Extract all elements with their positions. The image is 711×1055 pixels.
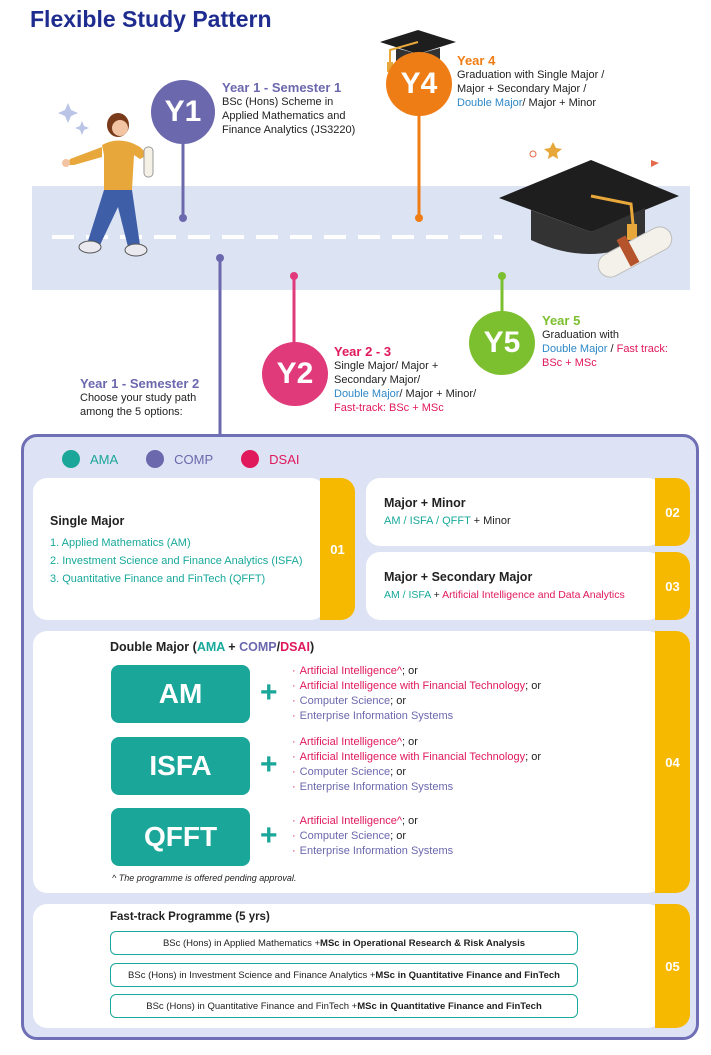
approval-note: ^ The programme is offered pending approval. — [112, 873, 297, 883]
y1-line: Applied Mathematics and — [222, 110, 346, 122]
y2-fast-track: Fast-track: BSc + MSc — [334, 402, 444, 414]
y5-separator: / — [607, 343, 617, 355]
option-03-majors: AM / ISFA — [384, 589, 431, 601]
y5-line: Graduation with — [542, 329, 620, 341]
legend-comp-label: COMP — [174, 451, 214, 467]
option-03-secondary: Artificial Intelligence and Data Analytics — [442, 589, 625, 601]
y2-line: / Major + Minor/ — [399, 388, 477, 400]
option-suffix: ; or — [390, 695, 407, 707]
option-03-content — [384, 570, 659, 601]
plus-icon: + — [260, 819, 278, 852]
page-title: Flexible Study Pattern — [30, 6, 272, 32]
option-01-number: 01 — [320, 478, 355, 620]
option-04-heading-ama: AMA — [196, 640, 225, 654]
option-suffix: ; or — [390, 830, 407, 842]
option-04-heading-comp: COMP — [239, 640, 277, 654]
legend-comp-dot — [146, 450, 164, 468]
y4-badge: Y4 — [386, 52, 452, 116]
isfa-options: · Artificial Intelligence^; or · Artificial Intelligence with Financial Technology; or · Computer Science; or · Enterprise Information Systems — [292, 736, 541, 793]
legend-dsai-dot — [241, 450, 259, 468]
option-item: Computer Science — [299, 830, 391, 842]
option-suffix: ; or — [525, 680, 541, 692]
option-suffix: ; or — [402, 665, 418, 677]
fast-track-row — [110, 963, 578, 987]
option-05-heading: Fast-track Programme (5 yrs) — [110, 911, 270, 923]
option-suffix: ; or — [402, 815, 418, 827]
option-03-heading: Major + Secondary Major — [384, 570, 533, 584]
double-major-qfft: QFFT — [111, 808, 250, 866]
option-02-content — [384, 496, 654, 527]
option-item: Artificial Intelligence with Financial Technology — [299, 680, 526, 692]
option-02-minor: + Minor — [470, 515, 511, 527]
option-01-item: 2. Investment Science and Finance Analytics (ISFA) — [50, 555, 303, 567]
y1-heading: Year 1 - Semester 1 — [222, 80, 342, 95]
legend — [62, 448, 342, 470]
y1s2-line: among the 5 options: — [80, 406, 183, 418]
y4-line: / Major + Minor — [522, 97, 597, 109]
option-02-majors: AM / ISFA / QFFT — [384, 515, 471, 527]
fast-track-bsc: BSc (Hons) in Quantitative Finance and FinTech + — [146, 1000, 358, 1012]
y5-description — [542, 313, 692, 370]
option-04-heading — [110, 640, 314, 654]
option-item: Enterprise Information Systems — [299, 845, 454, 857]
option-item: Artificial Intelligence^ — [299, 815, 403, 827]
y5-double-major: Double Major — [542, 343, 608, 355]
y4-line: Graduation with Single Major / — [457, 69, 605, 81]
y2-double-major: Double Major — [334, 388, 400, 400]
option-01-heading: Single Major — [50, 514, 125, 528]
option-04-number: 04 — [655, 631, 690, 893]
option-item: Computer Science — [299, 766, 391, 778]
plus-icon: + — [260, 748, 278, 781]
option-suffix: ; or — [390, 766, 407, 778]
y2-badge: Y2 — [262, 342, 328, 406]
option-04-heading-close: ) — [309, 640, 315, 654]
option-03-number: 03 — [655, 552, 690, 620]
y5-fast-track: Fast track: — [616, 343, 668, 355]
legend-dsai-label: DSAI — [269, 451, 300, 467]
option-02-heading: Major + Minor — [384, 496, 466, 510]
y5-fast-track-detail: BSc + MSc — [542, 357, 597, 369]
fast-track-row — [110, 931, 578, 955]
y5-badge: Y5 — [469, 311, 535, 375]
y1-line: Finance Analytics (JS3220) — [222, 124, 356, 136]
option-04-heading-plus: + — [224, 640, 240, 654]
fast-track-bsc: BSc (Hons) in Investment Science and Finance Analytics + — [128, 969, 376, 981]
option-item: Artificial Intelligence^ — [299, 665, 403, 677]
option-05-number: 05 — [655, 904, 690, 1028]
option-01-content — [50, 514, 320, 588]
double-major-am: AM — [111, 665, 250, 723]
double-major-isfa: ISFA — [111, 737, 250, 795]
fast-track-msc: MSc in Operational Research & Risk Analysis — [320, 937, 526, 949]
fast-track-msc: MSc in Quantitative Finance and FinTech — [375, 969, 560, 981]
legend-ama-dot — [62, 450, 80, 468]
y1-badge: Y1 — [151, 80, 215, 144]
y1s2-line: Choose your study path — [80, 392, 197, 404]
y4-description — [457, 53, 657, 110]
y4-heading: Year 4 — [457, 53, 496, 68]
option-item: Artificial Intelligence^ — [299, 736, 403, 748]
option-item: Artificial Intelligence with Financial Technology — [299, 751, 526, 763]
option-suffix: ; or — [402, 736, 418, 748]
y2-heading: Year 2 - 3 — [334, 344, 392, 359]
y4-double-major: Double Major — [457, 97, 523, 109]
y5-heading: Year 5 — [542, 313, 581, 328]
option-item: Enterprise Information Systems — [299, 710, 454, 722]
am-options: · Artificial Intelligence^; or · Artificial Intelligence with Financial Technology; or · Computer Science; or · Enterprise Information Systems — [292, 665, 541, 722]
y4-line: Major + Secondary Major / — [457, 83, 587, 95]
fast-track-msc: MSc in Quantitative Finance and FinTech — [357, 1000, 542, 1012]
option-item: Enterprise Information Systems — [299, 781, 454, 793]
plus-icon: + — [260, 676, 278, 709]
option-04-heading-text: Double Major ( — [110, 640, 197, 654]
fast-track-row — [110, 994, 578, 1018]
fast-track-bsc: BSc (Hons) in Applied Mathematics + — [162, 937, 321, 949]
y1s2-description — [80, 376, 230, 419]
y2-line: Secondary Major/ — [334, 374, 421, 386]
option-01-item: 3. Quantitative Finance and FinTech (QFFT) — [50, 573, 266, 585]
y1s2-heading: Year 1 - Semester 2 — [80, 376, 200, 391]
option-02-number: 02 — [655, 478, 690, 546]
y2-line: Single Major/ Major + — [334, 360, 439, 372]
option-01-item: 1. Applied Mathematics (AM) — [50, 537, 191, 549]
option-04-heading-slash: / — [276, 640, 281, 654]
y1-description — [222, 80, 392, 137]
option-03-separator: + — [430, 589, 443, 601]
legend-ama-label: AMA — [90, 451, 119, 467]
option-item: Computer Science — [299, 695, 391, 707]
option-suffix: ; or — [525, 751, 541, 763]
y1-line: BSc (Hons) Scheme in — [222, 96, 334, 108]
option-04-heading-dsai: DSAI — [280, 640, 310, 654]
qfft-options: · Artificial Intelligence^; or · Computer Science; or · Enterprise Information Systems — [292, 815, 454, 857]
